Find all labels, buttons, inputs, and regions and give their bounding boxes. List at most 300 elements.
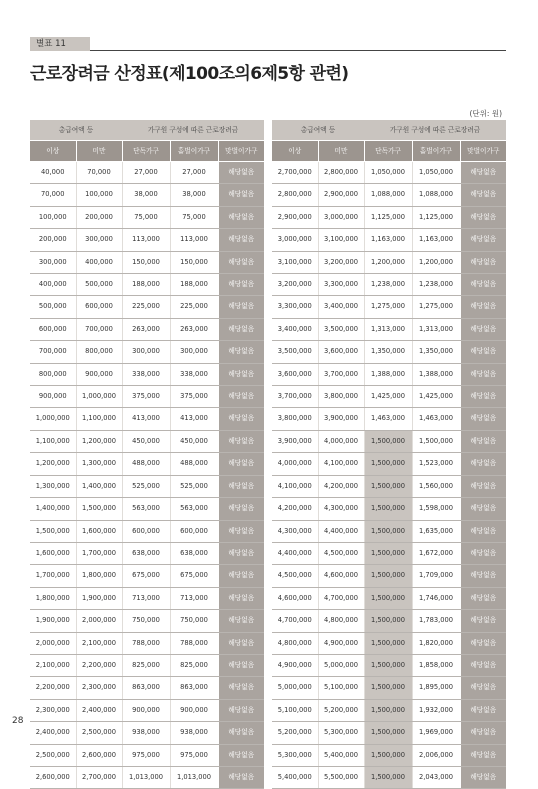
- cell-single: 75,000: [122, 206, 170, 228]
- cell-single-earner: 38,000: [170, 184, 218, 206]
- cell-single-earner: 27,000: [170, 162, 218, 184]
- cell-min: 4,700,000: [272, 610, 318, 632]
- cell-single-earner: 1,635,000: [412, 520, 460, 542]
- table-row: [30, 296, 264, 318]
- cell-min: 600,000: [30, 318, 76, 340]
- cell-single: 1,500,000: [364, 766, 412, 788]
- cell-max: 1,300,000: [76, 453, 122, 475]
- cell-max: 1,500,000: [76, 498, 122, 520]
- cell-min: 5,000,000: [272, 677, 318, 699]
- table-row: [30, 274, 264, 296]
- cell-dual-earner: 해당없음: [460, 453, 506, 475]
- cell-min: 1,100,000: [30, 430, 76, 452]
- cell-single: 825,000: [122, 654, 170, 676]
- header-single: 단독가구: [364, 141, 412, 162]
- cell-single: 1,500,000: [364, 498, 412, 520]
- cell-single-earner: 1,969,000: [412, 722, 460, 744]
- cell-single-earner: 1,388,000: [412, 363, 460, 385]
- header-rule: [90, 50, 506, 51]
- cell-single: 975,000: [122, 744, 170, 766]
- header-single: 단독가구: [122, 141, 170, 162]
- header-single-earner: 홑벌이가구: [170, 141, 218, 162]
- table-row: [30, 206, 264, 228]
- cell-single: 1,500,000: [364, 699, 412, 721]
- table-row: [30, 677, 264, 699]
- cell-single-earner: 75,000: [170, 206, 218, 228]
- table-right-body: [272, 162, 506, 789]
- cell-dual-earner: 해당없음: [460, 699, 506, 721]
- cell-single: 1,238,000: [364, 274, 412, 296]
- cell-min: 2,600,000: [30, 766, 76, 788]
- cell-single: 27,000: [122, 162, 170, 184]
- table-row: [30, 744, 264, 766]
- cell-single-earner: 225,000: [170, 296, 218, 318]
- cell-single: 938,000: [122, 722, 170, 744]
- cell-dual-earner: 해당없음: [218, 251, 264, 273]
- table-row: [272, 475, 506, 497]
- cell-single: 150,000: [122, 251, 170, 273]
- appendix-tag: 별표 11: [30, 37, 90, 51]
- cell-max: 500,000: [76, 274, 122, 296]
- table-row: [30, 766, 264, 788]
- header-min: 이상: [30, 141, 76, 162]
- cell-dual-earner: 해당없음: [218, 430, 264, 452]
- cell-dual-earner: 해당없음: [218, 587, 264, 609]
- cell-dual-earner: 해당없음: [218, 341, 264, 363]
- cell-min: 1,000,000: [30, 408, 76, 430]
- cell-dual-earner: 해당없음: [460, 654, 506, 676]
- cell-min: 3,900,000: [272, 430, 318, 452]
- cell-single: 1,500,000: [364, 677, 412, 699]
- table-row: [30, 341, 264, 363]
- cell-single: 1,500,000: [364, 453, 412, 475]
- cell-single-earner: 1,163,000: [412, 229, 460, 251]
- table-row: [272, 520, 506, 542]
- cell-max: 700,000: [76, 318, 122, 340]
- cell-min: 1,900,000: [30, 610, 76, 632]
- cell-max: 4,000,000: [318, 430, 364, 452]
- header-income-group: 총급여액 등: [30, 120, 122, 141]
- cell-min: 3,600,000: [272, 363, 318, 385]
- table-row: [272, 274, 506, 296]
- cell-max: 5,500,000: [318, 766, 364, 788]
- cell-single-earner: 1,125,000: [412, 206, 460, 228]
- cell-dual-earner: 해당없음: [460, 386, 506, 408]
- cell-single-earner: 450,000: [170, 430, 218, 452]
- table-row: [30, 318, 264, 340]
- table-row: [272, 565, 506, 587]
- cell-max: 4,200,000: [318, 475, 364, 497]
- cell-single-earner: 750,000: [170, 610, 218, 632]
- header-max: 미만: [76, 141, 122, 162]
- table-row: [272, 677, 506, 699]
- cell-min: 4,800,000: [272, 632, 318, 654]
- cell-dual-earner: 해당없음: [218, 453, 264, 475]
- cell-max: 400,000: [76, 251, 122, 273]
- table-row: [30, 587, 264, 609]
- cell-single-earner: 1,598,000: [412, 498, 460, 520]
- cell-max: 3,400,000: [318, 296, 364, 318]
- cell-single-earner: 1,523,000: [412, 453, 460, 475]
- cell-single: 1,500,000: [364, 632, 412, 654]
- table-row: [272, 318, 506, 340]
- table-row: [272, 229, 506, 251]
- cell-single-earner: 1,500,000: [412, 430, 460, 452]
- cell-max: 2,000,000: [76, 610, 122, 632]
- cell-min: 40,000: [30, 162, 76, 184]
- cell-single: 750,000: [122, 610, 170, 632]
- cell-single-earner: 638,000: [170, 542, 218, 564]
- cell-max: 2,800,000: [318, 162, 364, 184]
- cell-single: 1,425,000: [364, 386, 412, 408]
- cell-min: 2,500,000: [30, 744, 76, 766]
- cell-min: 4,900,000: [272, 654, 318, 676]
- cell-single: 1,088,000: [364, 184, 412, 206]
- cell-dual-earner: 해당없음: [460, 162, 506, 184]
- cell-single-earner: 600,000: [170, 520, 218, 542]
- table-row: [272, 251, 506, 273]
- cell-dual-earner: 해당없음: [218, 363, 264, 385]
- cell-min: 3,400,000: [272, 318, 318, 340]
- cell-min: 1,800,000: [30, 587, 76, 609]
- cell-min: 4,600,000: [272, 587, 318, 609]
- cell-single: 1,500,000: [364, 565, 412, 587]
- cell-max: 4,400,000: [318, 520, 364, 542]
- cell-min: 1,700,000: [30, 565, 76, 587]
- cell-max: 4,100,000: [318, 453, 364, 475]
- cell-min: 5,400,000: [272, 766, 318, 788]
- cell-min: 4,400,000: [272, 542, 318, 564]
- cell-single-earner: 1,463,000: [412, 408, 460, 430]
- cell-max: 900,000: [76, 363, 122, 385]
- table-row: [30, 632, 264, 654]
- cell-dual-earner: 해당없음: [218, 632, 264, 654]
- table-row: [272, 430, 506, 452]
- table-row: [272, 498, 506, 520]
- cell-single-earner: 525,000: [170, 475, 218, 497]
- cell-max: 3,700,000: [318, 363, 364, 385]
- table-row: [30, 184, 264, 206]
- cell-min: 4,000,000: [272, 453, 318, 475]
- cell-max: 2,100,000: [76, 632, 122, 654]
- cell-single-earner: 2,006,000: [412, 744, 460, 766]
- cell-single-earner: 788,000: [170, 632, 218, 654]
- cell-dual-earner: 해당없음: [218, 318, 264, 340]
- cell-single: 1,163,000: [364, 229, 412, 251]
- table-row: [272, 744, 506, 766]
- cell-single-earner: 413,000: [170, 408, 218, 430]
- cell-single-earner: 2,043,000: [412, 766, 460, 788]
- table-row: [30, 251, 264, 273]
- cell-single: 1,500,000: [364, 520, 412, 542]
- cell-single: 1,388,000: [364, 363, 412, 385]
- cell-min: 3,000,000: [272, 229, 318, 251]
- table-row: [30, 408, 264, 430]
- header-benefit-group: 가구원 구성에 따른 근로장려금: [364, 120, 506, 141]
- cell-single: 563,000: [122, 498, 170, 520]
- table-left: [30, 120, 264, 789]
- header-benefit-group: 가구원 구성에 따른 근로장려금: [122, 120, 264, 141]
- cell-max: 1,900,000: [76, 587, 122, 609]
- unit-note: (단위: 원): [469, 109, 502, 118]
- cell-single: 788,000: [122, 632, 170, 654]
- cell-max: 5,300,000: [318, 722, 364, 744]
- cell-single: 1,500,000: [364, 587, 412, 609]
- cell-max: 2,900,000: [318, 184, 364, 206]
- cell-min: 2,700,000: [272, 162, 318, 184]
- cell-min: 70,000: [30, 184, 76, 206]
- cell-single-earner: 150,000: [170, 251, 218, 273]
- table-row: [30, 542, 264, 564]
- table-right: [272, 120, 506, 789]
- cell-min: 5,300,000: [272, 744, 318, 766]
- cell-max: 1,600,000: [76, 520, 122, 542]
- table-row: [272, 542, 506, 564]
- cell-min: 200,000: [30, 229, 76, 251]
- cell-single-earner: 1,050,000: [412, 162, 460, 184]
- cell-dual-earner: 해당없음: [460, 184, 506, 206]
- cell-single-earner: 1,200,000: [412, 251, 460, 273]
- cell-single-earner: 1,858,000: [412, 654, 460, 676]
- cell-min: 1,500,000: [30, 520, 76, 542]
- cell-dual-earner: 해당없음: [218, 677, 264, 699]
- table-row: [30, 162, 264, 184]
- table-row: [272, 587, 506, 609]
- table-row: [272, 699, 506, 721]
- cell-single: 1,275,000: [364, 296, 412, 318]
- table-row: [30, 229, 264, 251]
- cell-min: 4,300,000: [272, 520, 318, 542]
- cell-single: 1,500,000: [364, 722, 412, 744]
- cell-single: 300,000: [122, 341, 170, 363]
- cell-max: 2,400,000: [76, 699, 122, 721]
- cell-dual-earner: 해당없음: [218, 296, 264, 318]
- cell-single-earner: 713,000: [170, 587, 218, 609]
- table-row: [272, 766, 506, 788]
- cell-dual-earner: 해당없음: [218, 722, 264, 744]
- cell-max: 4,600,000: [318, 565, 364, 587]
- cell-min: 300,000: [30, 251, 76, 273]
- cell-single-earner: 863,000: [170, 677, 218, 699]
- cell-single-earner: 1,783,000: [412, 610, 460, 632]
- table-row: [272, 610, 506, 632]
- table-row: [30, 386, 264, 408]
- cell-dual-earner: 해당없음: [218, 610, 264, 632]
- table-row: [272, 408, 506, 430]
- header-single-earner: 홑벌이가구: [412, 141, 460, 162]
- cell-dual-earner: 해당없음: [460, 318, 506, 340]
- cell-single-earner: 1,275,000: [412, 296, 460, 318]
- table-row: [272, 162, 506, 184]
- cell-single-earner: 1,895,000: [412, 677, 460, 699]
- cell-min: 4,100,000: [272, 475, 318, 497]
- cell-max: 3,600,000: [318, 341, 364, 363]
- cell-min: 500,000: [30, 296, 76, 318]
- page-number: 28: [12, 716, 24, 726]
- cell-max: 4,500,000: [318, 542, 364, 564]
- cell-min: 3,500,000: [272, 341, 318, 363]
- cell-dual-earner: 해당없음: [460, 251, 506, 273]
- cell-max: 200,000: [76, 206, 122, 228]
- cell-max: 1,800,000: [76, 565, 122, 587]
- cell-single-earner: 1,746,000: [412, 587, 460, 609]
- cell-max: 3,800,000: [318, 386, 364, 408]
- cell-max: 1,000,000: [76, 386, 122, 408]
- cell-dual-earner: 해당없음: [460, 766, 506, 788]
- cell-max: 4,900,000: [318, 632, 364, 654]
- cell-single-earner: 1,013,000: [170, 766, 218, 788]
- cell-dual-earner: 해당없음: [218, 498, 264, 520]
- cell-dual-earner: 해당없음: [218, 654, 264, 676]
- table-row: [272, 296, 506, 318]
- header-dual-earner: 맞벌이가구: [460, 141, 506, 162]
- header-max: 미만: [318, 141, 364, 162]
- cell-single: 1,463,000: [364, 408, 412, 430]
- cell-single-earner: 1,820,000: [412, 632, 460, 654]
- table-row: [272, 386, 506, 408]
- cell-max: 800,000: [76, 341, 122, 363]
- table-row: [30, 520, 264, 542]
- cell-dual-earner: 해당없음: [218, 520, 264, 542]
- cell-dual-earner: 해당없음: [218, 408, 264, 430]
- cell-max: 2,300,000: [76, 677, 122, 699]
- cell-min: 900,000: [30, 386, 76, 408]
- cell-dual-earner: 해당없음: [460, 341, 506, 363]
- cell-single-earner: 263,000: [170, 318, 218, 340]
- cell-max: 5,400,000: [318, 744, 364, 766]
- cell-min: 2,900,000: [272, 206, 318, 228]
- cell-dual-earner: 해당없음: [460, 587, 506, 609]
- table-row: [30, 363, 264, 385]
- cell-single: 863,000: [122, 677, 170, 699]
- cell-max: 3,300,000: [318, 274, 364, 296]
- cell-max: 5,000,000: [318, 654, 364, 676]
- cell-single-earner: 1,313,000: [412, 318, 460, 340]
- cell-single-earner: 375,000: [170, 386, 218, 408]
- cell-dual-earner: 해당없음: [460, 206, 506, 228]
- cell-dual-earner: 해당없음: [218, 542, 264, 564]
- cell-dual-earner: 해당없음: [460, 565, 506, 587]
- cell-min: 2,300,000: [30, 699, 76, 721]
- table-row: [272, 341, 506, 363]
- cell-single: 1,500,000: [364, 542, 412, 564]
- cell-max: 1,200,000: [76, 430, 122, 452]
- cell-dual-earner: 해당없음: [218, 229, 264, 251]
- cell-dual-earner: 해당없음: [460, 520, 506, 542]
- table-row: [30, 453, 264, 475]
- cell-min: 1,300,000: [30, 475, 76, 497]
- cell-max: 100,000: [76, 184, 122, 206]
- cell-single: 38,000: [122, 184, 170, 206]
- table-row: [272, 654, 506, 676]
- table-row: [30, 498, 264, 520]
- cell-min: 3,800,000: [272, 408, 318, 430]
- cell-max: 3,000,000: [318, 206, 364, 228]
- table-row: [30, 722, 264, 744]
- cell-dual-earner: 해당없음: [218, 162, 264, 184]
- cell-dual-earner: 해당없음: [460, 274, 506, 296]
- cell-single-earner: 1,350,000: [412, 341, 460, 363]
- cell-single: 1,500,000: [364, 475, 412, 497]
- cell-dual-earner: 해당없음: [460, 363, 506, 385]
- cell-single: 713,000: [122, 587, 170, 609]
- cell-single-earner: 563,000: [170, 498, 218, 520]
- cell-dual-earner: 해당없음: [460, 430, 506, 452]
- cell-single-earner: 300,000: [170, 341, 218, 363]
- cell-single: 525,000: [122, 475, 170, 497]
- table-row: [30, 610, 264, 632]
- cell-max: 4,800,000: [318, 610, 364, 632]
- cell-single-earner: 488,000: [170, 453, 218, 475]
- cell-min: 4,200,000: [272, 498, 318, 520]
- cell-single: 600,000: [122, 520, 170, 542]
- cell-max: 3,200,000: [318, 251, 364, 273]
- table-row: [30, 654, 264, 676]
- cell-max: 600,000: [76, 296, 122, 318]
- cell-max: 2,700,000: [76, 766, 122, 788]
- cell-min: 100,000: [30, 206, 76, 228]
- cell-dual-earner: 해당없음: [460, 744, 506, 766]
- cell-single-earner: 975,000: [170, 744, 218, 766]
- table-row: [272, 206, 506, 228]
- cell-single: 638,000: [122, 542, 170, 564]
- cell-single: 1,125,000: [364, 206, 412, 228]
- cell-min: 400,000: [30, 274, 76, 296]
- cell-dual-earner: 해당없음: [218, 565, 264, 587]
- cell-min: 2,400,000: [30, 722, 76, 744]
- cell-min: 3,200,000: [272, 274, 318, 296]
- cell-single-earner: 1,709,000: [412, 565, 460, 587]
- cell-single-earner: 1,425,000: [412, 386, 460, 408]
- cell-single: 263,000: [122, 318, 170, 340]
- cell-single: 413,000: [122, 408, 170, 430]
- cell-single-earner: 1,932,000: [412, 699, 460, 721]
- cell-single-earner: 1,672,000: [412, 542, 460, 564]
- cell-single-earner: 338,000: [170, 363, 218, 385]
- cell-max: 3,500,000: [318, 318, 364, 340]
- cell-min: 1,600,000: [30, 542, 76, 564]
- cell-single: 1,200,000: [364, 251, 412, 273]
- cell-single-earner: 1,238,000: [412, 274, 460, 296]
- header-min: 이상: [272, 141, 318, 162]
- cell-single: 900,000: [122, 699, 170, 721]
- cell-min: 2,100,000: [30, 654, 76, 676]
- cell-single: 1,013,000: [122, 766, 170, 788]
- header-income-group: 총급여액 등: [272, 120, 364, 141]
- cell-min: 2,200,000: [30, 677, 76, 699]
- cell-single-earner: 113,000: [170, 229, 218, 251]
- cell-max: 4,700,000: [318, 587, 364, 609]
- header-dual-earner: 맞벌이가구: [218, 141, 264, 162]
- cell-single: 1,500,000: [364, 654, 412, 676]
- table-row: [272, 453, 506, 475]
- table-left-body: [30, 162, 264, 789]
- cell-max: 2,200,000: [76, 654, 122, 676]
- cell-max: 1,400,000: [76, 475, 122, 497]
- cell-single: 675,000: [122, 565, 170, 587]
- cell-dual-earner: 해당없음: [218, 475, 264, 497]
- cell-max: 1,700,000: [76, 542, 122, 564]
- cell-min: 1,200,000: [30, 453, 76, 475]
- cell-max: 1,100,000: [76, 408, 122, 430]
- cell-min: 2,000,000: [30, 632, 76, 654]
- cell-single: 1,050,000: [364, 162, 412, 184]
- cell-single: 1,500,000: [364, 430, 412, 452]
- cell-single: 450,000: [122, 430, 170, 452]
- cell-min: 3,100,000: [272, 251, 318, 273]
- cell-single-earner: 900,000: [170, 699, 218, 721]
- cell-max: 300,000: [76, 229, 122, 251]
